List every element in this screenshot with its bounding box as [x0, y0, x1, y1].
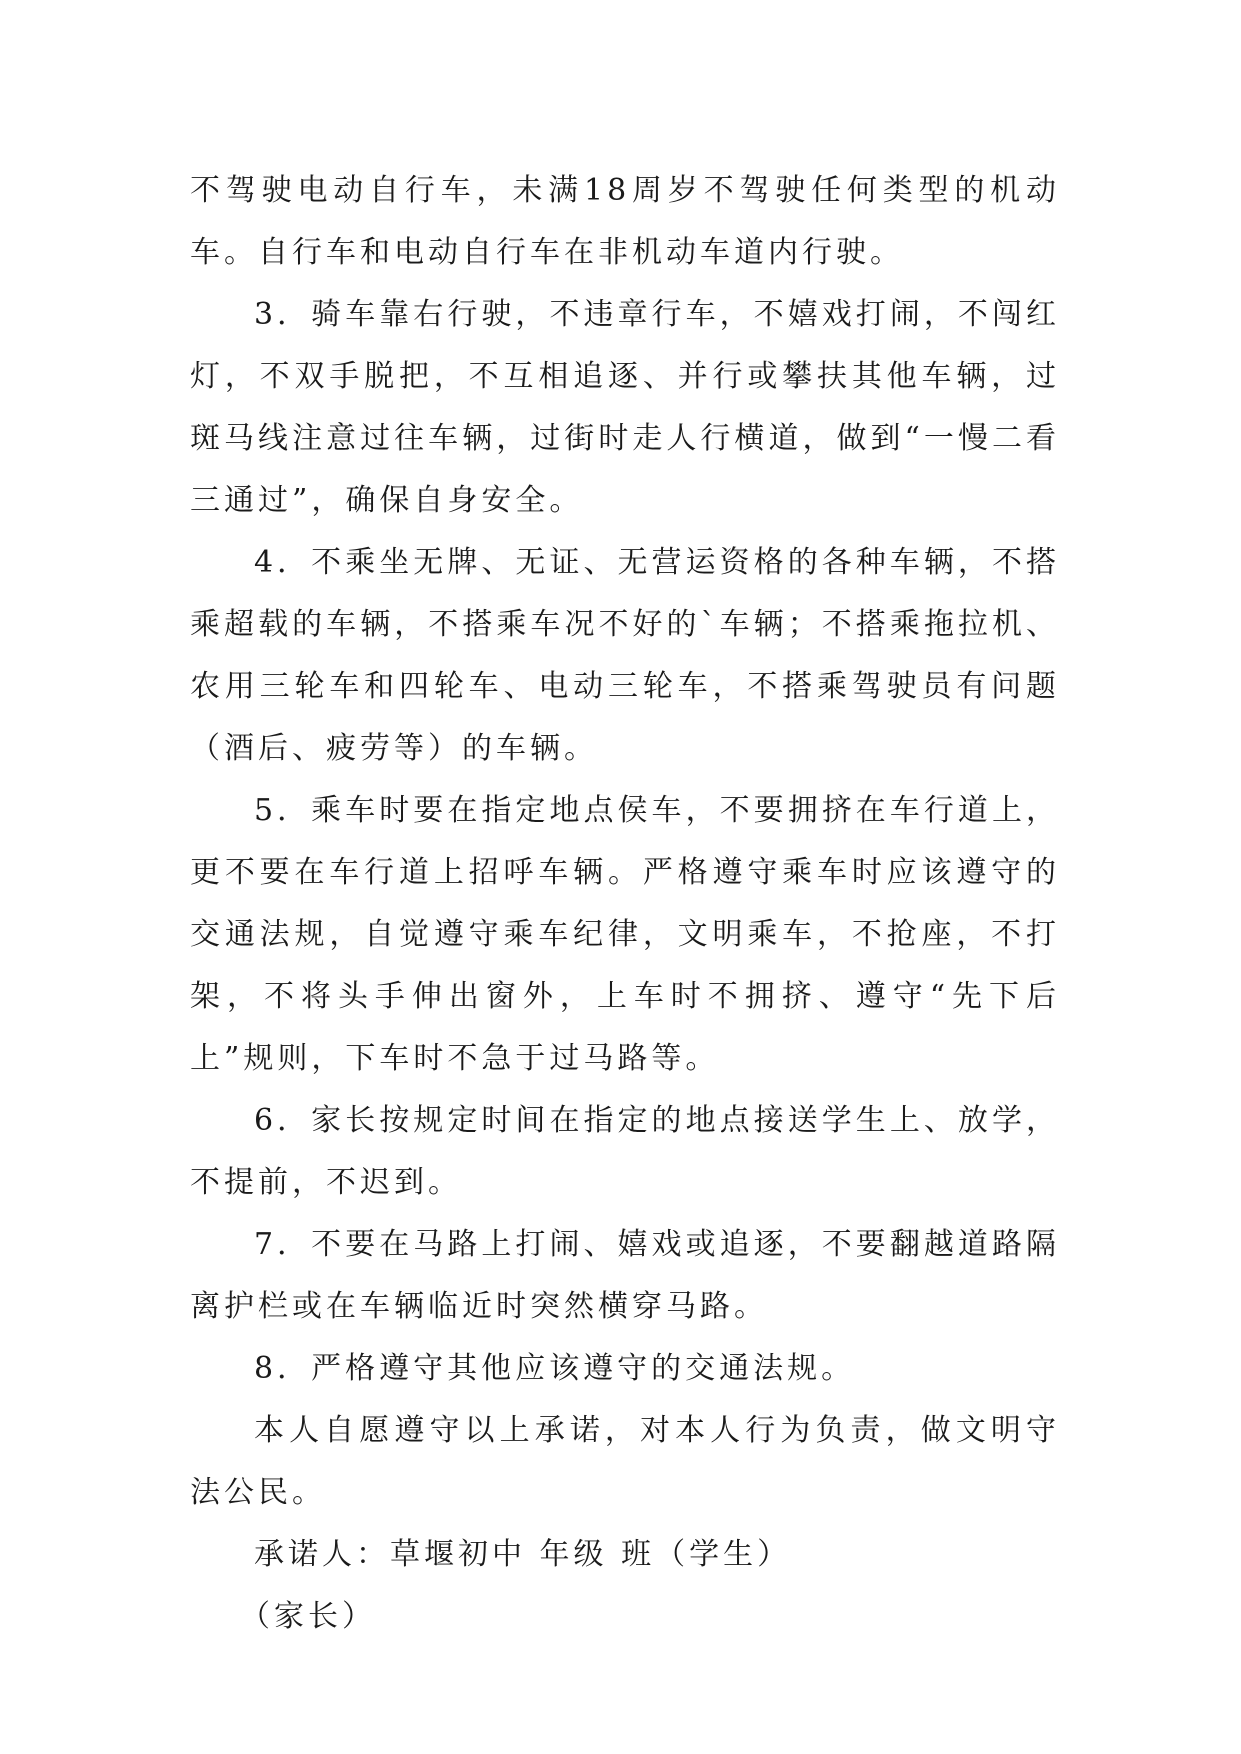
paragraph-item-4: 4．不乘坐无牌、无证、无营运资格的各种车辆，不搭乘超载的车辆，不搭乘车况不好的`车辆；不搭乘拖拉机、农用三轮车和四轮车、电动三轮车，不搭乘驾驶员有问题（酒后、疲劳等）的车辆。 — [190, 545, 1060, 766]
paragraph-item-5: 5．乘车时要在指定地点侯车，不要拥挤在车行道上，更不要在车行道上招呼车辆。严格遵守乘车时应该遵守的交通法规，自觉遵守乘车纪律，文明乘车，不抢座，不打架，不将头手伸出窗外，上车时不拥挤、遵守“先下后上”规则，下车时不急于过马路等。 — [190, 793, 1060, 1076]
paragraph-continuation: 不驾驶电动自行车，未满18周岁不驾驶任何类型的机动车。自行车和电动自行车在非机动车道内行驶。 — [190, 173, 1060, 270]
paragraph-item-3: 3．骑车靠右行驶，不违章行车，不嬉戏打闹，不闯红灯，不双手脱把，不互相追逐、并行或攀扶其他车辆，过斑马线注意过往车辆，过街时走人行横道，做到“一慢二看三通过”，确保自身安全。 — [190, 297, 1060, 518]
signature-student-line: 承诺人：草堰初中 年级 班（学生） — [254, 1537, 792, 1572]
paragraph-item-8: 8．严格遵守其他应该遵守的交通法规。 — [254, 1351, 856, 1386]
signature-parent-line: （家长） — [240, 1599, 376, 1634]
paragraph-item-7: 7．不要在马路上打闹、嬉戏或追逐，不要翻越道路隔离护栏或在车辆临近时突然横穿马路。 — [190, 1227, 1060, 1324]
document-body — [190, 160, 1060, 1648]
paragraph-commitment: 本人自愿遵守以上承诺，对本人行为负责，做文明守法公民。 — [190, 1413, 1060, 1510]
paragraph-item-6: 6．家长按规定时间在指定的地点接送学生上、放学，不提前，不迟到。 — [190, 1103, 1060, 1200]
